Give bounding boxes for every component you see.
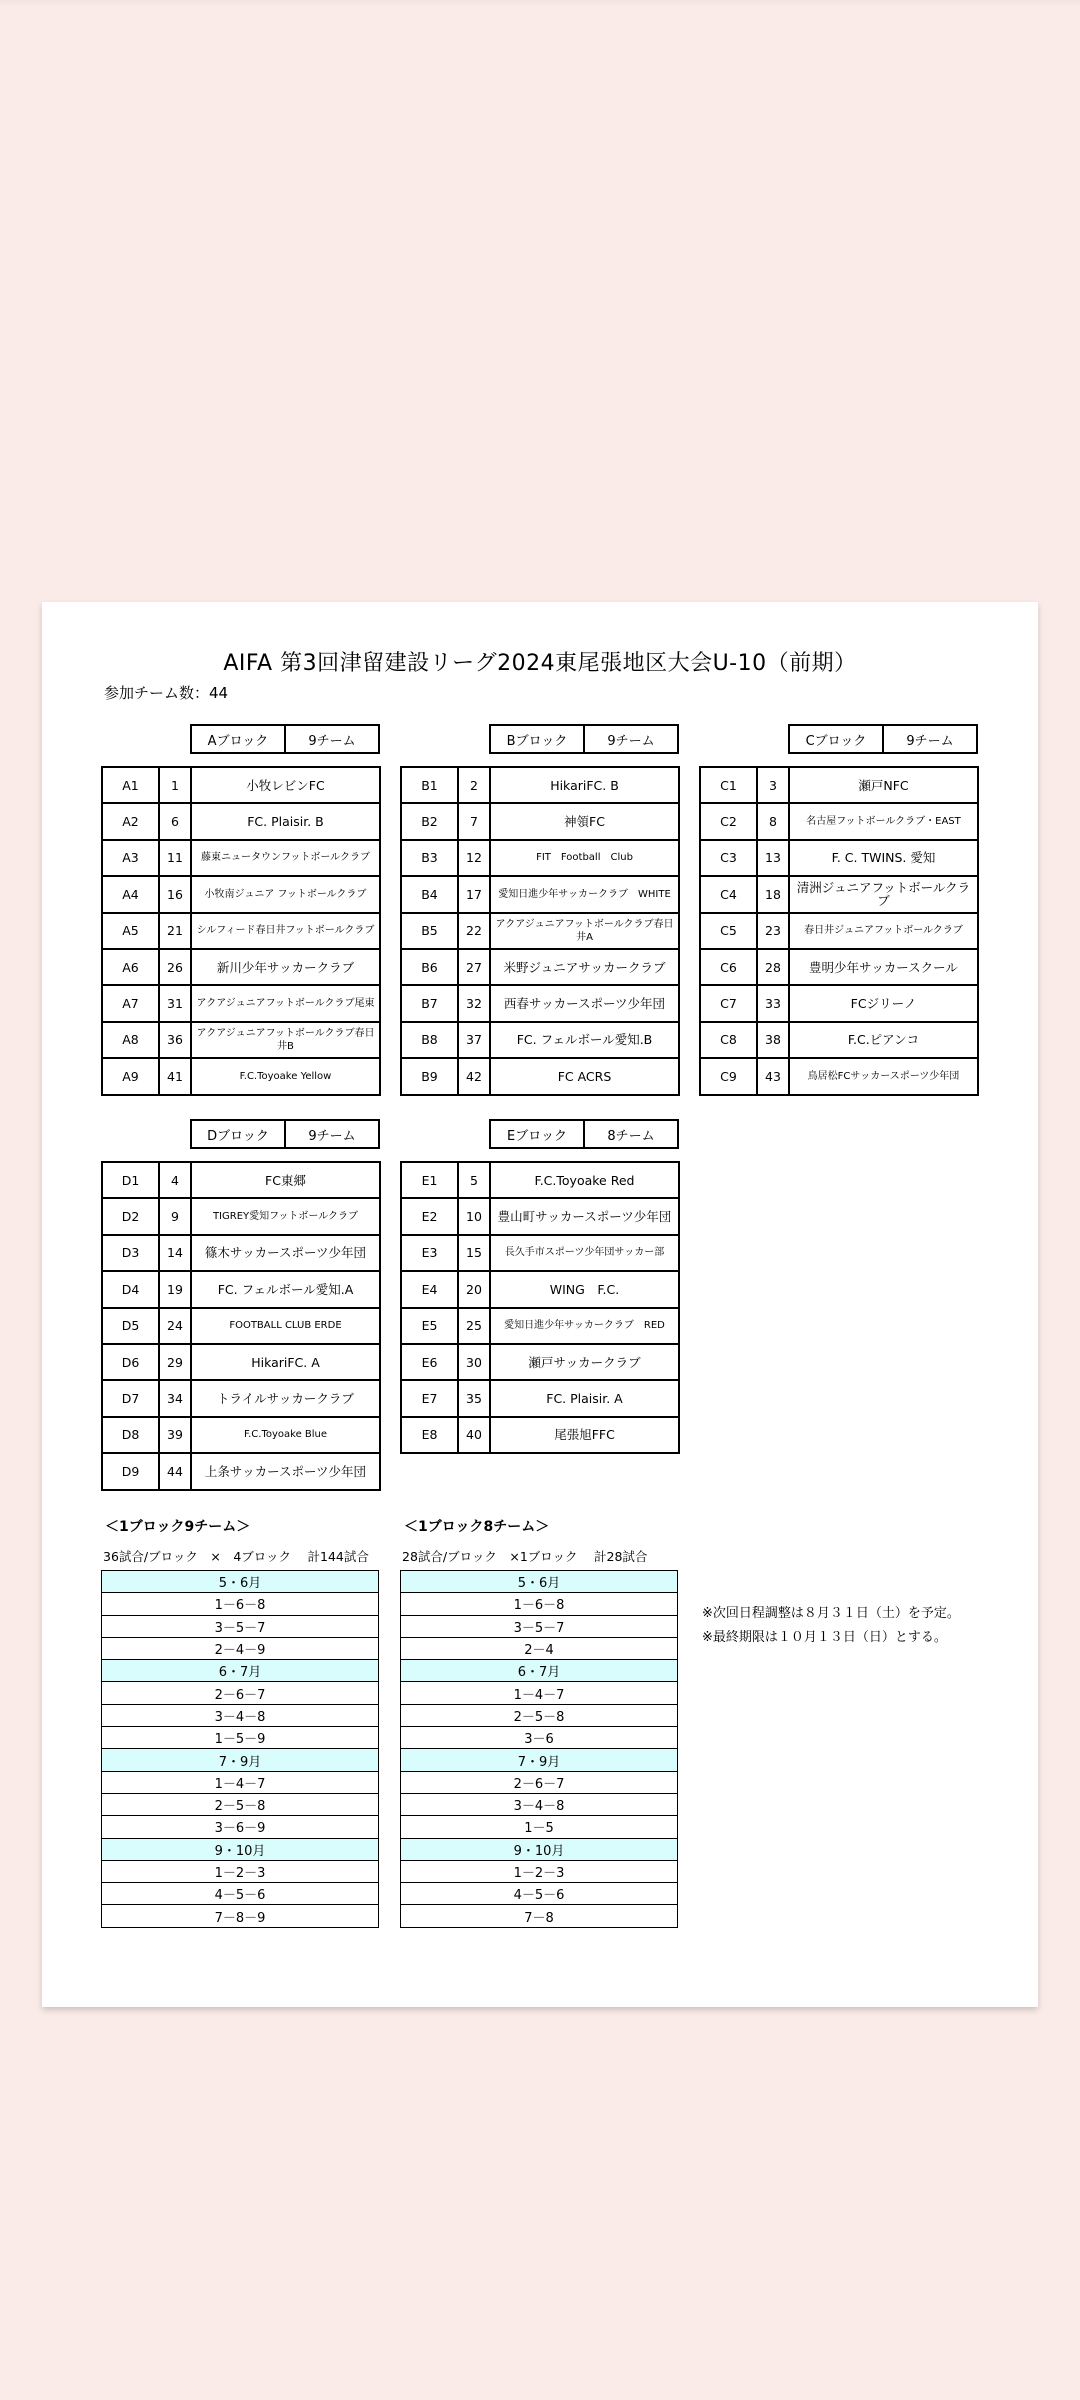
table-row bbox=[700, 985, 978, 1021]
team-code: E4 bbox=[401, 1271, 458, 1307]
table-row bbox=[102, 1235, 380, 1271]
team-code: B4 bbox=[401, 876, 458, 912]
schedule-match-row bbox=[401, 1682, 678, 1704]
team-number: 35 bbox=[458, 1380, 490, 1416]
schedule-match-row bbox=[401, 1793, 678, 1815]
table-row bbox=[700, 876, 978, 912]
block-name: Dブロック bbox=[192, 1121, 286, 1147]
table-row bbox=[102, 767, 380, 803]
team-code: B7 bbox=[401, 985, 458, 1021]
table-row bbox=[102, 840, 380, 876]
team-name: アクアジュニアフットボールクラブ春日井A bbox=[490, 913, 679, 949]
table-row bbox=[401, 803, 679, 839]
schedule-match-row bbox=[102, 1883, 379, 1905]
match-group: 4－5－6 bbox=[401, 1883, 678, 1905]
table-row bbox=[700, 1058, 978, 1094]
schedule-match-row bbox=[401, 1615, 678, 1637]
team-code: B1 bbox=[401, 767, 458, 803]
table-row bbox=[102, 985, 380, 1021]
team-code: D8 bbox=[102, 1417, 159, 1453]
team-name: FC. Plaisir. B bbox=[191, 803, 380, 839]
table-row bbox=[401, 1380, 679, 1416]
team-number: 10 bbox=[458, 1198, 490, 1234]
team-code: B6 bbox=[401, 949, 458, 985]
team-code: A6 bbox=[102, 949, 159, 985]
schedule-match-row bbox=[102, 1593, 379, 1615]
team-table bbox=[400, 766, 680, 1096]
match-group: 7－8－9 bbox=[102, 1905, 379, 1927]
team-code: B8 bbox=[401, 1022, 458, 1058]
team-name: 瀬戸サッカークラブ bbox=[490, 1344, 679, 1380]
match-group: 1－5－9 bbox=[102, 1727, 379, 1749]
team-code: C6 bbox=[700, 949, 757, 985]
team-code: B3 bbox=[401, 840, 458, 876]
team-code: A8 bbox=[102, 1022, 159, 1058]
match-group: 7－8 bbox=[401, 1905, 678, 1927]
team-number: 15 bbox=[458, 1235, 490, 1271]
table-row bbox=[102, 949, 380, 985]
schedule-period-row bbox=[401, 1838, 678, 1860]
team-code: B2 bbox=[401, 803, 458, 839]
team-code: E5 bbox=[401, 1308, 458, 1344]
team-number: 9 bbox=[159, 1198, 191, 1234]
team-code: C7 bbox=[700, 985, 757, 1021]
block-name: Cブロック bbox=[790, 726, 884, 752]
team-code: E6 bbox=[401, 1344, 458, 1380]
table-row bbox=[700, 1022, 978, 1058]
period-label: 7・9月 bbox=[401, 1749, 678, 1771]
team-name: HikariFC. B bbox=[490, 767, 679, 803]
block-header bbox=[788, 724, 978, 754]
table-row bbox=[102, 1271, 380, 1307]
schedule-title: ＜1ブロック9チーム＞ bbox=[105, 1519, 251, 1535]
team-code: E3 bbox=[401, 1235, 458, 1271]
period-label: 9・10月 bbox=[102, 1838, 379, 1860]
schedule-table bbox=[400, 1570, 678, 1928]
team-name: F.C.ピアンコ bbox=[789, 1022, 978, 1058]
team-number: 7 bbox=[458, 803, 490, 839]
team-name: 瀬戸NFC bbox=[789, 767, 978, 803]
block-header bbox=[489, 724, 679, 754]
team-number: 32 bbox=[458, 985, 490, 1021]
table-row bbox=[401, 1162, 679, 1198]
team-name: アクアジュニアフットボールクラブ春日井B bbox=[191, 1022, 380, 1058]
team-code: C5 bbox=[700, 913, 757, 949]
team-name: 上条サッカースポーツ少年団 bbox=[191, 1453, 380, 1489]
team-name: FC東郷 bbox=[191, 1162, 380, 1198]
table-row bbox=[401, 876, 679, 912]
team-table bbox=[400, 1161, 680, 1454]
match-group: 2－4 bbox=[401, 1637, 678, 1659]
table-row bbox=[401, 1022, 679, 1058]
match-group: 1－2－3 bbox=[401, 1860, 678, 1882]
team-number: 42 bbox=[458, 1058, 490, 1094]
team-number: 5 bbox=[458, 1162, 490, 1198]
team-code: E8 bbox=[401, 1417, 458, 1453]
team-number: 1 bbox=[159, 767, 191, 803]
team-name: F. C. TWINS. 愛知 bbox=[789, 840, 978, 876]
block-team-count: 8チーム bbox=[607, 1128, 655, 1144]
team-number: 6 bbox=[159, 803, 191, 839]
schedule-match-row bbox=[401, 1883, 678, 1905]
team-name: F.C.Toyoake Red bbox=[490, 1162, 679, 1198]
team-name: 長久手市スポーツ少年団サッカー部 bbox=[490, 1235, 679, 1271]
team-name: 小牧南ジュニア フットボールクラブ bbox=[191, 876, 380, 912]
team-code: C4 bbox=[700, 876, 757, 912]
team-code: B9 bbox=[401, 1058, 458, 1094]
table-row bbox=[401, 913, 679, 949]
team-code: C3 bbox=[700, 840, 757, 876]
match-group: 3－5－7 bbox=[102, 1615, 379, 1637]
table-row bbox=[401, 1344, 679, 1380]
schedule-subtitle: 36試合/ブロック × 4ブロック 計144試合 bbox=[103, 1549, 369, 1564]
team-code: D6 bbox=[102, 1344, 159, 1380]
schedule-subtitle: 28試合/ブロック ×1ブロック 計28試合 bbox=[402, 1549, 648, 1564]
match-group: 4－5－6 bbox=[102, 1883, 379, 1905]
team-number: 39 bbox=[159, 1417, 191, 1453]
match-group: 3－4－8 bbox=[102, 1704, 379, 1726]
team-number: 28 bbox=[757, 949, 789, 985]
team-code: D3 bbox=[102, 1235, 159, 1271]
team-code: D2 bbox=[102, 1198, 159, 1234]
schedule-table bbox=[101, 1570, 379, 1928]
team-name: FCジリーノ bbox=[789, 985, 978, 1021]
team-name: F.C.Toyoake Yellow bbox=[191, 1058, 380, 1094]
team-code: A3 bbox=[102, 840, 159, 876]
notes bbox=[702, 1602, 960, 1650]
team-number: 13 bbox=[757, 840, 789, 876]
team-name: F.C.Toyoake Blue bbox=[191, 1417, 380, 1453]
schedule-period-row bbox=[401, 1660, 678, 1682]
team-name: シルフィード春日井フットボールクラブ bbox=[191, 913, 380, 949]
schedule-match-row bbox=[102, 1704, 379, 1726]
block-header bbox=[190, 724, 380, 754]
match-group: 3－6－9 bbox=[102, 1816, 379, 1838]
team-table bbox=[101, 1161, 381, 1491]
team-number: 40 bbox=[458, 1417, 490, 1453]
team-number: 17 bbox=[458, 876, 490, 912]
team-code: D5 bbox=[102, 1308, 159, 1344]
block-header bbox=[190, 1119, 380, 1149]
table-row bbox=[401, 1417, 679, 1453]
table-row bbox=[401, 1198, 679, 1234]
schedule-match-row bbox=[102, 1860, 379, 1882]
table-row bbox=[401, 1308, 679, 1344]
period-label: 5・6月 bbox=[102, 1571, 379, 1593]
team-number: 12 bbox=[458, 840, 490, 876]
table-row bbox=[102, 1417, 380, 1453]
team-name: 豊山町サッカースポーツ少年団 bbox=[490, 1198, 679, 1234]
team-code: A1 bbox=[102, 767, 159, 803]
table-row bbox=[401, 840, 679, 876]
team-name: 藤東ニュータウンフットボールクラブ bbox=[191, 840, 380, 876]
schedule-period-row bbox=[102, 1571, 379, 1593]
team-number: 37 bbox=[458, 1022, 490, 1058]
table-row bbox=[700, 840, 978, 876]
match-group: 1－4－7 bbox=[401, 1682, 678, 1704]
schedule-match-row bbox=[102, 1905, 379, 1927]
team-number: 43 bbox=[757, 1058, 789, 1094]
match-group: 1－6－8 bbox=[401, 1593, 678, 1615]
table-row bbox=[102, 1453, 380, 1489]
table-row bbox=[102, 1022, 380, 1058]
schedule-period-row bbox=[102, 1838, 379, 1860]
team-code: C8 bbox=[700, 1022, 757, 1058]
team-name: 小牧レビンFC bbox=[191, 767, 380, 803]
team-code: D1 bbox=[102, 1162, 159, 1198]
team-table bbox=[101, 766, 381, 1096]
block-team-count: 9チーム bbox=[308, 733, 356, 749]
team-name: 篠木サッカースポーツ少年団 bbox=[191, 1235, 380, 1271]
team-name: 名古屋フットボールクラブ・EAST bbox=[789, 803, 978, 839]
team-code: A4 bbox=[102, 876, 159, 912]
table-row bbox=[401, 985, 679, 1021]
team-code: A9 bbox=[102, 1058, 159, 1094]
table-row bbox=[102, 876, 380, 912]
period-label: 9・10月 bbox=[401, 1838, 678, 1860]
schedule-match-row bbox=[102, 1793, 379, 1815]
team-name: FC. Plaisir. A bbox=[490, 1380, 679, 1416]
schedule-match-row bbox=[401, 1816, 678, 1838]
team-number: 38 bbox=[757, 1022, 789, 1058]
period-label: 6・7月 bbox=[102, 1660, 379, 1682]
table-row bbox=[700, 767, 978, 803]
team-code: C9 bbox=[700, 1058, 757, 1094]
table-row bbox=[700, 913, 978, 949]
match-group: 3－6 bbox=[401, 1727, 678, 1749]
team-name: 清洲ジュニアフットボールクラブ bbox=[789, 876, 978, 912]
team-number: 27 bbox=[458, 949, 490, 985]
block-name: Bブロック bbox=[491, 726, 585, 752]
schedule-match-row bbox=[102, 1727, 379, 1749]
match-group: 1－2－3 bbox=[102, 1860, 379, 1882]
team-number: 31 bbox=[159, 985, 191, 1021]
team-name: トライルサッカークラブ bbox=[191, 1380, 380, 1416]
team-code: E1 bbox=[401, 1162, 458, 1198]
team-code: B5 bbox=[401, 913, 458, 949]
schedule-match-row bbox=[401, 1905, 678, 1927]
match-group: 1－6－8 bbox=[102, 1593, 379, 1615]
team-name: 豊明少年サッカースクール bbox=[789, 949, 978, 985]
team-number: 16 bbox=[159, 876, 191, 912]
team-name: 新川少年サッカークラブ bbox=[191, 949, 380, 985]
block-name: Aブロック bbox=[192, 726, 286, 752]
team-number: 19 bbox=[159, 1271, 191, 1307]
period-label: 6・7月 bbox=[401, 1660, 678, 1682]
team-name: FC. フェルボール愛知.B bbox=[490, 1022, 679, 1058]
match-group: 3－4－8 bbox=[401, 1793, 678, 1815]
team-code: E7 bbox=[401, 1380, 458, 1416]
block-team-count: 9チーム bbox=[308, 1128, 356, 1144]
schedule-period-row bbox=[401, 1749, 678, 1771]
table-row bbox=[102, 1162, 380, 1198]
schedule-match-row bbox=[102, 1637, 379, 1659]
match-group: 2－5－8 bbox=[401, 1704, 678, 1726]
team-name: アクアジュニアフットボールクラブ尾東 bbox=[191, 985, 380, 1021]
table-row bbox=[102, 1380, 380, 1416]
team-number: 4 bbox=[159, 1162, 191, 1198]
team-code: D4 bbox=[102, 1271, 159, 1307]
schedule-match-row bbox=[401, 1727, 678, 1749]
team-name: 愛知日進少年サッカークラブ RED bbox=[490, 1308, 679, 1344]
team-number: 18 bbox=[757, 876, 789, 912]
team-name: 鳥居松FCサッカースポーツ少年団 bbox=[789, 1058, 978, 1094]
team-number: 20 bbox=[458, 1271, 490, 1307]
team-number: 34 bbox=[159, 1380, 191, 1416]
team-number: 3 bbox=[757, 767, 789, 803]
team-number: 33 bbox=[757, 985, 789, 1021]
schedule-match-row bbox=[401, 1704, 678, 1726]
table-row bbox=[401, 1235, 679, 1271]
match-group: 1－4－7 bbox=[102, 1771, 379, 1793]
match-group: 2－6－7 bbox=[102, 1682, 379, 1704]
team-number: 36 bbox=[159, 1022, 191, 1058]
schedule-title: ＜1ブロック8チーム＞ bbox=[404, 1519, 550, 1535]
match-group: 3－5－7 bbox=[401, 1615, 678, 1637]
team-number: 29 bbox=[159, 1344, 191, 1380]
schedule-period-row bbox=[102, 1660, 379, 1682]
schedule-match-row bbox=[102, 1682, 379, 1704]
table-row bbox=[401, 1058, 679, 1094]
team-name: FC. フェルボール愛知.A bbox=[191, 1271, 380, 1307]
team-number: 21 bbox=[159, 913, 191, 949]
match-group: 2－4－9 bbox=[102, 1637, 379, 1659]
note-line: ※次回日程調整は８月３１日（土）を予定。 bbox=[702, 1606, 960, 1621]
page-title: AIFA 第3回津留建設リーグ2024東尾張地区大会U-10（前期） bbox=[223, 651, 857, 676]
team-number: 23 bbox=[757, 913, 789, 949]
team-table bbox=[699, 766, 979, 1096]
schedule-match-row bbox=[102, 1615, 379, 1637]
schedule-match-row bbox=[102, 1816, 379, 1838]
team-name: WING F.C. bbox=[490, 1271, 679, 1307]
table-row bbox=[102, 803, 380, 839]
schedule-match-row bbox=[401, 1771, 678, 1793]
table-row bbox=[401, 767, 679, 803]
team-code: D7 bbox=[102, 1380, 159, 1416]
period-label: 5・6月 bbox=[401, 1571, 678, 1593]
schedule-match-row bbox=[401, 1860, 678, 1882]
team-number: 26 bbox=[159, 949, 191, 985]
table-row bbox=[102, 1198, 380, 1234]
match-group: 2－5－8 bbox=[102, 1793, 379, 1815]
schedule-match-row bbox=[102, 1771, 379, 1793]
block-team-count: 9チーム bbox=[607, 733, 655, 749]
team-count: 参加チーム数：44 bbox=[104, 684, 229, 702]
team-code: A7 bbox=[102, 985, 159, 1021]
schedule-period-row bbox=[102, 1749, 379, 1771]
team-name: FC ACRS bbox=[490, 1058, 679, 1094]
team-number: 22 bbox=[458, 913, 490, 949]
table-row bbox=[700, 949, 978, 985]
team-number: 30 bbox=[458, 1344, 490, 1380]
team-number: 44 bbox=[159, 1453, 191, 1489]
team-code: E2 bbox=[401, 1198, 458, 1234]
team-name: HikariFC. A bbox=[191, 1344, 380, 1380]
match-group: 2－6－7 bbox=[401, 1771, 678, 1793]
schedule-period-row bbox=[401, 1571, 678, 1593]
match-group: 1－5 bbox=[401, 1816, 678, 1838]
team-number: 41 bbox=[159, 1058, 191, 1094]
team-name: 春日井ジュニアフットボールクラブ bbox=[789, 913, 978, 949]
period-label: 7・9月 bbox=[102, 1749, 379, 1771]
table-row bbox=[102, 1308, 380, 1344]
team-name: 西春サッカースポーツ少年団 bbox=[490, 985, 679, 1021]
team-number: 14 bbox=[159, 1235, 191, 1271]
block-team-count: 9チーム bbox=[906, 733, 954, 749]
block-header bbox=[489, 1119, 679, 1149]
schedule-match-row bbox=[401, 1593, 678, 1615]
team-code: C1 bbox=[700, 767, 757, 803]
top-shadow bbox=[0, 0, 1080, 6]
team-name: 尾張旭FFC bbox=[490, 1417, 679, 1453]
team-name: 神領FC bbox=[490, 803, 679, 839]
team-number: 2 bbox=[458, 767, 490, 803]
team-name: TIGREY愛知フットボールクラブ bbox=[191, 1198, 380, 1234]
table-row bbox=[401, 949, 679, 985]
block-name: Eブロック bbox=[491, 1121, 585, 1147]
table-row bbox=[102, 1058, 380, 1094]
team-code: A5 bbox=[102, 913, 159, 949]
table-row bbox=[700, 803, 978, 839]
document-page bbox=[42, 602, 1038, 2007]
team-name: FOOTBALL CLUB ERDE bbox=[191, 1308, 380, 1344]
team-number: 24 bbox=[159, 1308, 191, 1344]
schedule-match-row bbox=[401, 1637, 678, 1659]
team-number: 25 bbox=[458, 1308, 490, 1344]
team-name: 米野ジュニアサッカークラブ bbox=[490, 949, 679, 985]
team-name: FIT Football Club bbox=[490, 840, 679, 876]
note-line: ※最終期限は１０月１３日（日）とする。 bbox=[702, 1630, 947, 1645]
table-row bbox=[102, 1344, 380, 1380]
team-name: 愛知日進少年サッカークラブ WHITE bbox=[490, 876, 679, 912]
team-number: 8 bbox=[757, 803, 789, 839]
table-row bbox=[401, 1271, 679, 1307]
team-code: A2 bbox=[102, 803, 159, 839]
team-code: C2 bbox=[700, 803, 757, 839]
table-row bbox=[102, 913, 380, 949]
team-number: 11 bbox=[159, 840, 191, 876]
team-code: D9 bbox=[102, 1453, 159, 1489]
